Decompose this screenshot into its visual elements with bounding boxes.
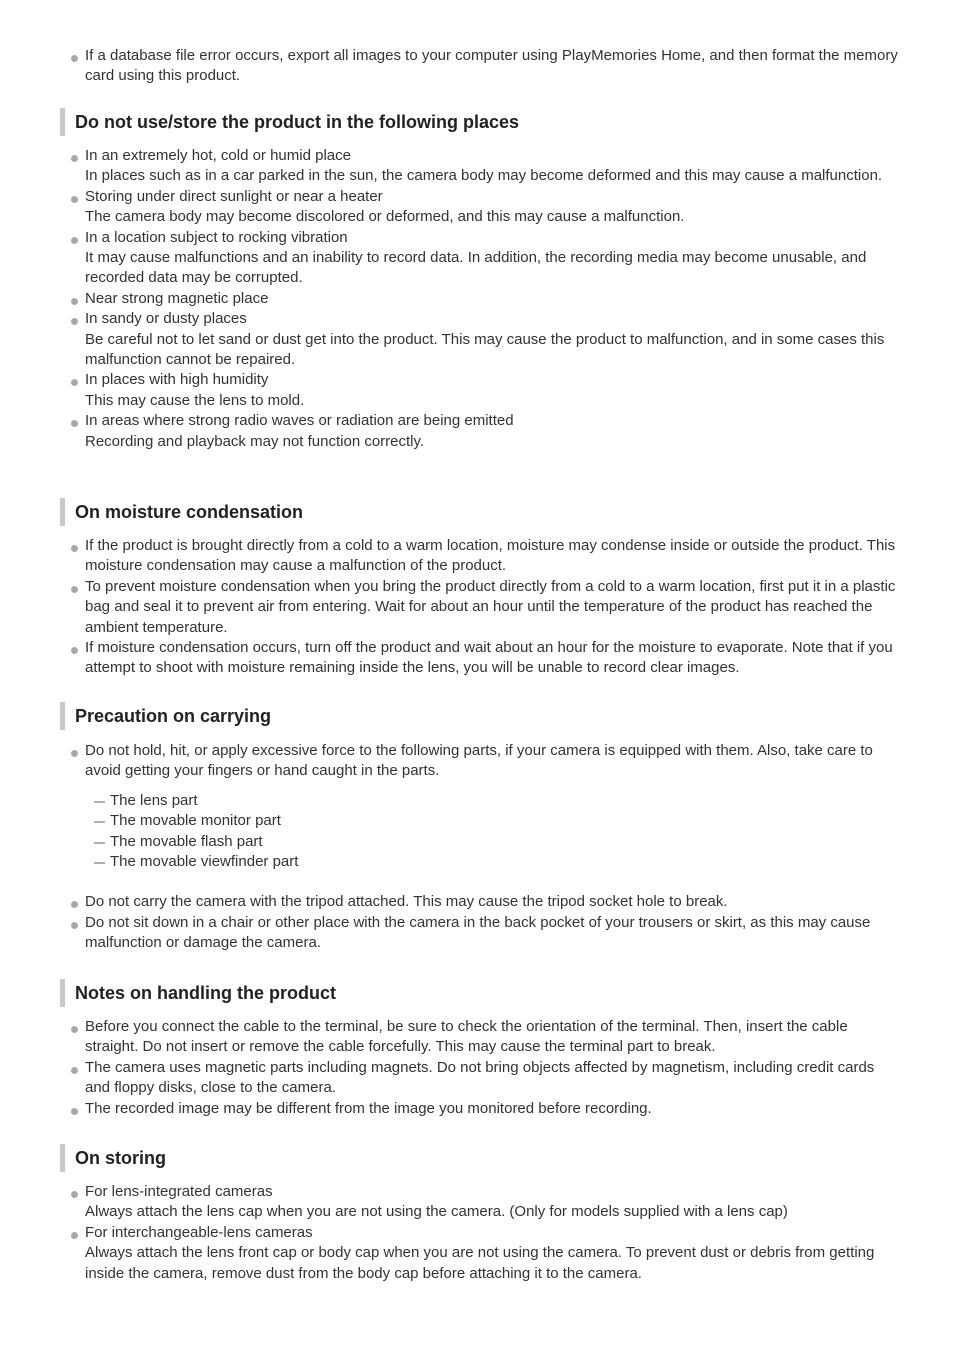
section-storing [60, 1144, 900, 1284]
list-item: Before you connect the cable to the terminal, be sure to check the orientation of the terminal. Then, insert the cable straight. Do not insert or remove the cable forcefully. This may cause the terminal part to break. [70, 1017, 900, 1058]
intro-bullet: If a database file error occurs, export all images to your computer using PlayMemories Home, and then format the memory card using this product. [70, 46, 900, 87]
parts-sublist [85, 791, 900, 873]
list-item: If moisture condensation occurs, turn off the product and wait about an hour for the moisture to evaporate. Note that if you attempt to shoot with moisture remaining inside the lens, you will be unable to record clear images. [70, 638, 900, 679]
list-item: If the product is brought directly from a cold to a warm location, moisture may condense inside or outside the product. This moisture condensation may cause a malfunction of the product. [70, 536, 900, 577]
list-item: For interchangeable-lens cameras Always attach the lens front cap or body cap when you are not using the camera. To prevent dust or debris from getting inside the camera, remove dust from the body cap before attaching it to the camera. [70, 1223, 900, 1284]
section-heading-places: Do not use/store the product in the following places [60, 108, 900, 136]
section-heading-carrying: Precaution on carrying [60, 702, 900, 730]
sublist-item: The movable monitor part [85, 811, 900, 831]
list-item: The recorded image may be different from the image you monitored before recording. [70, 1099, 900, 1119]
carrying-list [70, 741, 900, 954]
sublist-item: The movable flash part [85, 832, 900, 852]
list-item: For lens-integrated cameras Always attach the lens cap when you are not using the camera. (Only for models supplied with a lens cap) [70, 1182, 900, 1223]
handling-list [70, 1017, 900, 1119]
sublist-item: The lens part [85, 791, 900, 811]
section-carrying [60, 702, 900, 954]
list-item: The camera uses magnetic parts including magnets. Do not bring objects affected by magnetism, including credit cards and floppy disks, close to the camera. [70, 1058, 900, 1099]
list-item: Near strong magnetic place [70, 289, 900, 309]
list-item: To prevent moisture condensation when you bring the product directly from a cold to a warm location, first put it in a plastic bag and seal it to prevent air from entering. Wait for about an hour until the temperature of the product has reached the ambient temperature. [70, 577, 900, 638]
sublist-item: The movable viewfinder part [85, 852, 900, 872]
intro-list [70, 46, 900, 87]
section-moisture [60, 498, 900, 679]
list-item: In places with high humidity This may cause the lens to mold. [70, 370, 900, 411]
section-places [60, 108, 900, 452]
list-item: In an extremely hot, cold or humid place In places such as in a car parked in the sun, the camera body may become deformed and this may cause a malfunction. [70, 146, 900, 187]
moisture-list [70, 536, 900, 679]
list-item: Do not hold, hit, or apply excessive force to the following parts, if your camera is equipped with them. Also, take care to avoid getting your fingers or hand caught in the parts. The lens part The movable monitor part The movable flash part The movable viewfinder part [70, 741, 900, 872]
section-heading-storing: On storing [60, 1144, 900, 1172]
storing-list [70, 1182, 900, 1284]
section-heading-handling: Notes on handling the product [60, 979, 900, 1007]
list-item: Do not carry the camera with the tripod attached. This may cause the tripod socket hole to break. [70, 892, 900, 912]
list-item: In a location subject to rocking vibration It may cause malfunctions and an inability to record data. In addition, the recording media may become unusable, and recorded data may be corrupted. [70, 228, 900, 289]
list-item: Do not sit down in a chair or other place with the camera in the back pocket of your trousers or skirt, as this may cause malfunction or damage the camera. [70, 913, 900, 954]
list-item: Storing under direct sunlight or near a heater The camera body may become discolored or deformed, and this may cause a malfunction. [70, 187, 900, 228]
list-item: In sandy or dusty places Be careful not to let sand or dust get into the product. This may cause the product to malfunction, and in some cases this malfunction cannot be repaired. [70, 309, 900, 370]
section-heading-moisture: On moisture condensation [60, 498, 900, 526]
list-item: In areas where strong radio waves or radiation are being emitted Recording and playback may not function correctly. [70, 411, 900, 452]
places-list [70, 146, 900, 452]
section-handling [60, 979, 900, 1119]
